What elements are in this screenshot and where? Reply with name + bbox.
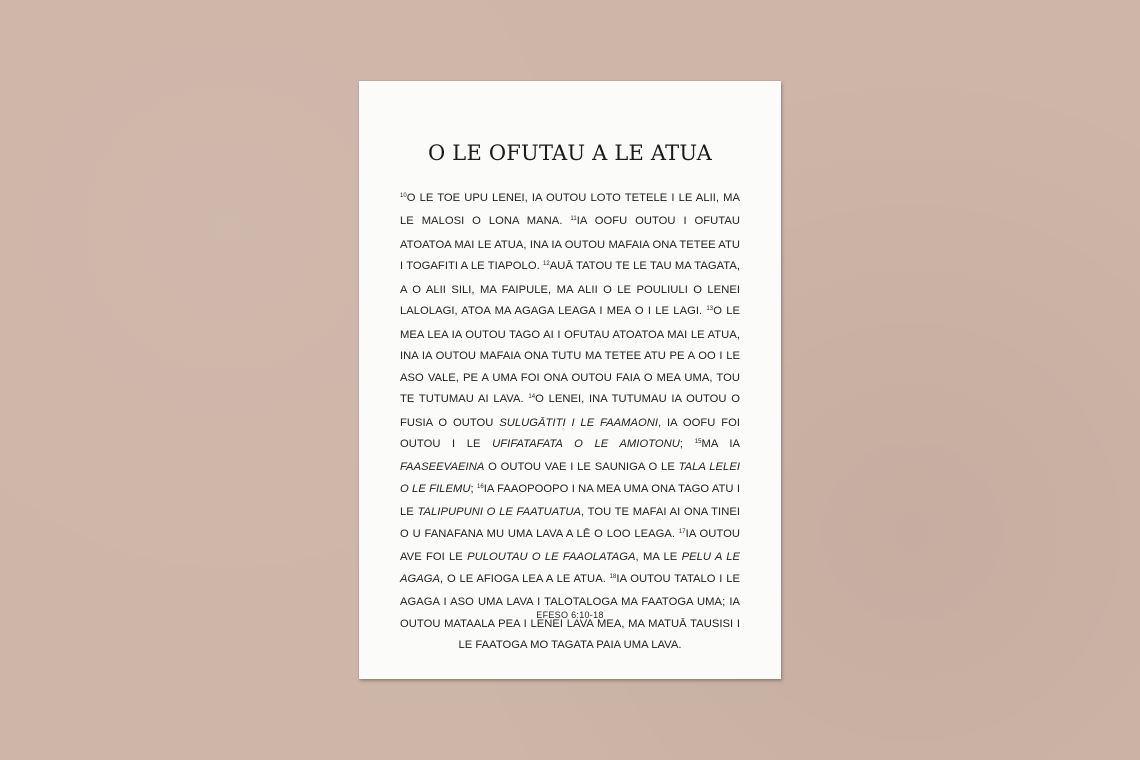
poster-title: O LE OFUTAU A LE ATUA [428,141,712,165]
passage-text: O OUTOU VAE I LE SAUNIGA O LE [484,461,679,474]
passage-text: O LE TOE UPU LENEI, IA OUTOU LOTO TETELE I LE ALII, MA LE MALOSI O LONA MANA. [400,192,740,228]
passage-text: MA IA [701,437,740,450]
scripture-reference: EFESO 6:10-18 [536,610,604,620]
passage-text: O LENEI, INA TUTUMAU IA OUTOU O FUSIA O OUTOU [400,393,741,429]
passage-text: ; [679,437,695,450]
emphasized-phrase: SULUGĀTITI I LE FAAMAONI [499,416,659,429]
passage-text: , IA OOFU FOI OUTOU I LE [400,416,741,450]
verse-number: 15 [694,438,702,445]
verse-number: 18 [609,573,617,580]
passage-text: ; [470,482,477,495]
verse-number: 16 [476,483,484,490]
passage-text: IA OUTOU TATALO I LE AGAGA I ASO UMA LAVA I TALOTALOGA MA FAATOGA UMA; IA OUTOU MATAALA PEA I LENEI LAVA MEA, MA MATUĀ TAUSISI I LE FAATOGA MO TAGATA PAIA UMA LAVA. [400,572,740,652]
passage-text: , MA LE [635,551,682,564]
passage-text: IA FAAOPOOPO I NA MEA UMA ONA TAGO ATU I LE [400,482,740,519]
emphasized-phrase: UFIFATAFATA O LE AMIOTONU [492,437,680,450]
scripture-passage [400,188,740,657]
passage-text: AUĀ TATOU TE LE TAU MA TAGATA, A O ALII SILI, MA FAIPULE, MA ALII O LE POULIULI O LENEI LALOLAGI, ATOA MA AGAGA LEAGA I MEA O I LE LAGI. [400,260,740,318]
verse-number: 11 [570,216,577,223]
passage-text: IA OOFU OUTOU I OFUTAU ATOATOA MAI LE ATUA, INA IA OUTOU MAFAIA ONA TETEE ATU I TOGAFITI A LE TIAPOLO. [400,215,740,273]
verse-number: 17 [678,528,686,535]
scripture-poster [359,81,781,679]
emphasized-phrase: TALIPUPUNI O LE FAATUATUA [417,506,582,519]
passage-text: O LE MEA LEA IA OUTOU TAGO AI I OFUTAU ATOATOA MAI LE ATUA, INA IA OUTOU MAFAIA ONA TUTU MA TETEE ATU PE A OO I LE ASO VALE, PE A UMA FOI ONA OUTOU FAIA O MEA UMA, TOU TE TUTUMAU AI LAVA. [400,305,741,406]
emphasized-phrase: FAASEEVAEINA [400,461,485,474]
passage-text: , O LE AFIOGA LEA A LE ATUA. [440,572,610,585]
passage-text: , TOU TE MAFAI AI ONA TINEI O U FANAFANA MU UMA LAVA A LĒ O LOO LEAGA. [400,506,740,540]
verse-number: 12 [543,261,550,268]
emphasized-phrase: PULOUTAU O LE FAAOLATAGA [467,551,636,564]
verse-number: 13 [706,306,714,313]
emphasized-phrase: PELU A LE AGAGA [400,551,740,585]
passage-text: IA OUTOU AVE FOI LE [400,527,740,564]
verse-number: 10 [400,193,407,199]
verse-number: 14 [528,394,536,401]
emphasized-phrase: TALA LELEI O LE FILEMU [400,461,740,495]
